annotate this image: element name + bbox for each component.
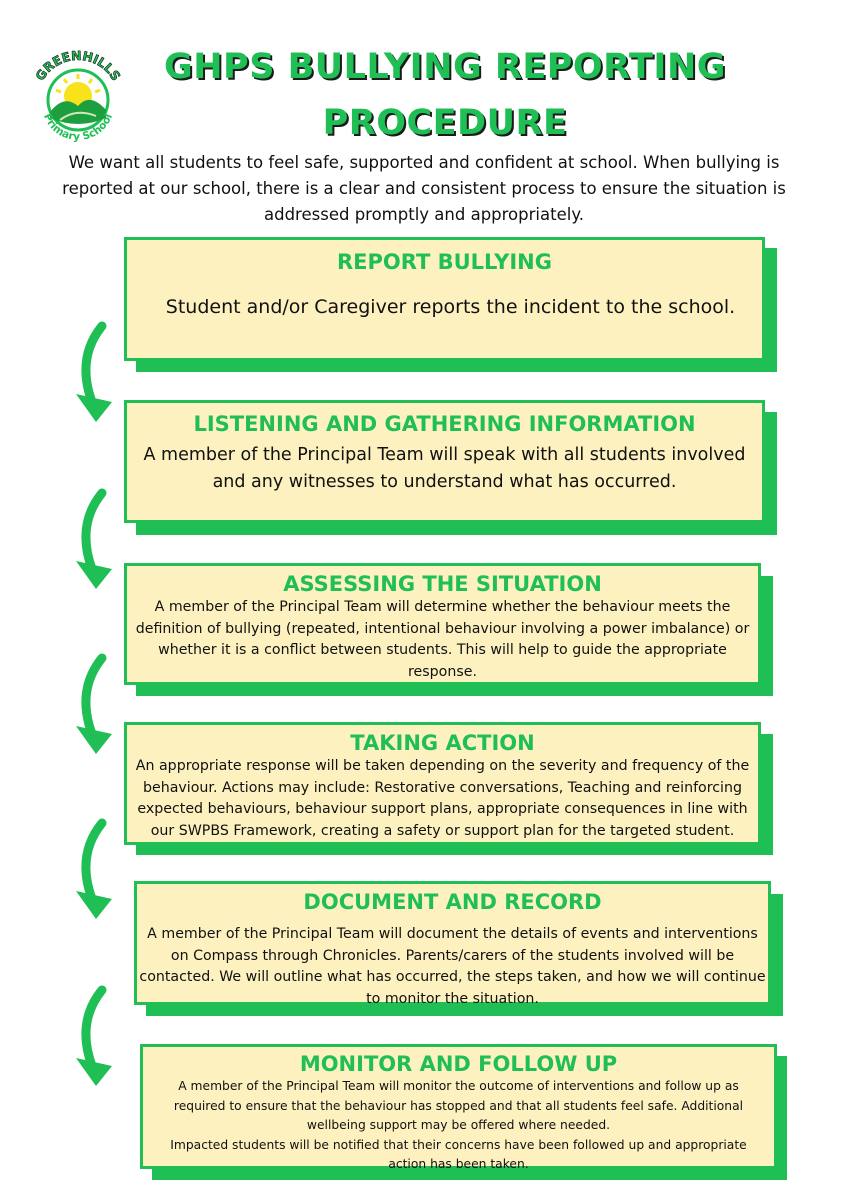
step-text: our SWPBS Framework, creating a safety or support plan for the targeted student. <box>150 822 735 839</box>
step-text: Impacted students will be notified that their concerns have been followed up and appropriate <box>170 1137 747 1152</box>
step-text: behaviour. Actions may include: Restorative conversations, Teaching and reinforcing <box>142 779 742 796</box>
logo-top-text: GREENHILLS <box>32 47 124 84</box>
step-heading: DOCUMENT AND RECORD <box>303 890 602 914</box>
page-title-line-1: GHPS BULLYING REPORTING <box>164 47 726 87</box>
intro-line: addressed promptly and appropriately. <box>264 205 584 224</box>
step-heading: LISTENING AND GATHERING INFORMATION <box>193 412 696 436</box>
step-text: action has been taken. <box>388 1157 529 1171</box>
step-text: A member of the Principal Team will monitor the outcome of interventions and follow up as <box>178 1079 739 1093</box>
intro-line: reported at our school, there is a clear and consistent process to ensure the situation is <box>62 179 786 198</box>
school-logo <box>26 46 130 150</box>
step-text: An appropriate response will be taken depending on the severity and frequency of the <box>135 758 750 774</box>
curved-arrow-down-icon <box>62 318 122 426</box>
step-heading: TAKING ACTION <box>350 731 535 755</box>
curved-arrow-down-icon <box>62 982 122 1090</box>
step-heading: ASSESSING THE SITUATION <box>283 572 602 596</box>
step-card-monitor-follow-up <box>140 1044 777 1169</box>
step-card-listening <box>124 400 765 523</box>
step-text: expected behaviours, behaviour support plans, appropriate consequences in line with <box>137 801 748 817</box>
step-text: A member of the Principal Team will document the details of events and interventions <box>147 926 758 942</box>
step-heading: REPORT BULLYING <box>336 250 552 274</box>
step-text: wellbeing support may be offered where needed. <box>306 1118 611 1132</box>
step-card-taking-action <box>124 722 761 845</box>
step-text: A member of the Principal Team will speak with all students involved <box>143 445 746 465</box>
step-card-assessing <box>124 563 761 685</box>
step-text: to monitor the situation. <box>366 990 539 1007</box>
curved-arrow-down-icon <box>62 485 122 593</box>
page-title-line-2: PROCEDURE <box>322 103 568 143</box>
step-text: and any witnesses to understand what has occurred. <box>212 472 677 492</box>
curved-arrow-down-icon <box>62 650 122 758</box>
step-card-document-record <box>134 881 771 1005</box>
intro-line: We want all students to feel safe, supported and confident at school. When bullying is <box>68 153 780 172</box>
step-text: contacted. We will outline what has occurred, the steps taken, and how we will continue <box>139 969 766 985</box>
step-text: whether it is a conflict between students. This will help to guide the appropriate <box>158 642 727 658</box>
step-text: required to ensure that the behaviour has stopped and that all students feel safe. Additional <box>173 1098 744 1113</box>
step-card-report-bullying <box>124 237 765 361</box>
intro-paragraph <box>30 150 818 228</box>
step-text: A member of the Principal Team will determine whether the behaviour meets the <box>154 599 731 615</box>
step-heading: MONITOR AND FOLLOW UP <box>299 1052 618 1076</box>
step-text: Student and/or Caregiver reports the incident to the school. <box>165 296 736 318</box>
step-text: on Compass through Chronicles. Parents/carers of the students involved will be <box>170 947 735 964</box>
logo-bottom-text: Primary School <box>40 111 115 144</box>
curved-arrow-down-icon <box>62 815 122 923</box>
step-text: response. <box>408 663 477 680</box>
step-text: definition of bullying (repeated, intentional behaviour involving a power imbalance) or <box>135 620 750 637</box>
